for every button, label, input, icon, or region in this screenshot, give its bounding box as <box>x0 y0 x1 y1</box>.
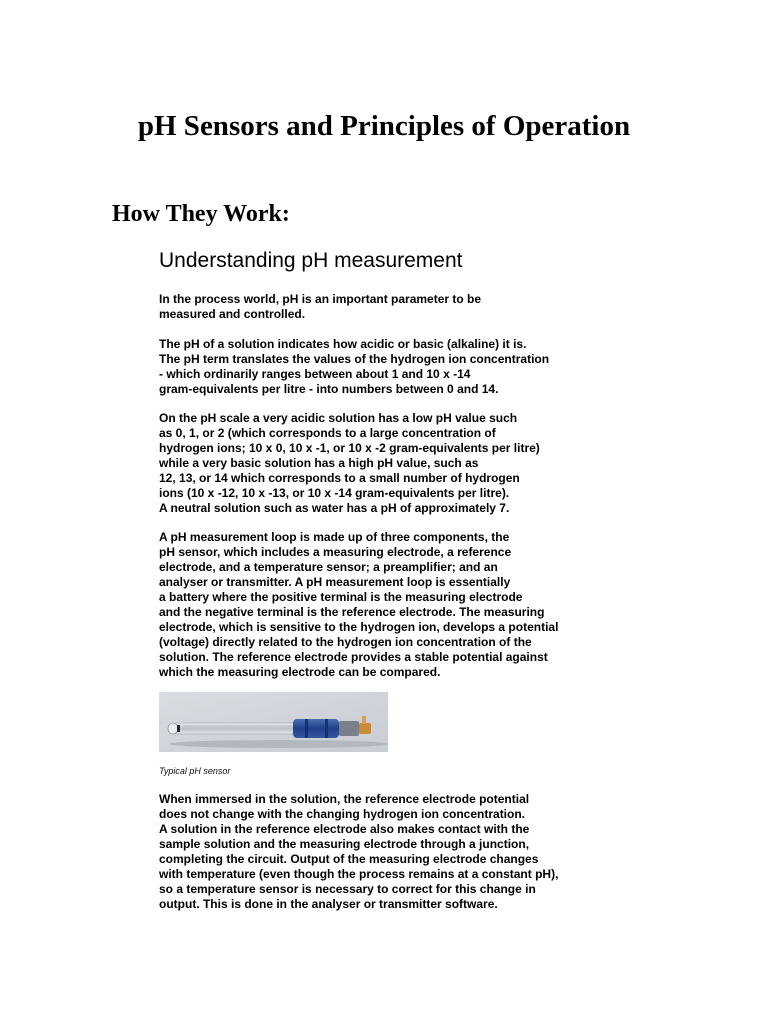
document-title: pH Sensors and Principles of Operation <box>137 110 631 142</box>
figure-caption: Typical pH sensor <box>159 766 231 776</box>
section-heading: How They Work: <box>112 201 290 227</box>
sensor-housing-groove <box>305 719 308 738</box>
text-line: sample solution and the measuring electrode through a junction, <box>159 837 530 851</box>
text-line: A pH measurement loop is made up of three components, the <box>159 530 510 544</box>
paragraph-ph-scale <box>159 411 540 516</box>
text-line: electrode, and a temperature sensor; a preamplifier; and an <box>159 560 498 574</box>
text-line: solution. The reference electrode provides a stable potential against <box>159 650 548 664</box>
text-line: while a very basic solution has a high pH value, such as <box>159 456 479 470</box>
sensor-housing-groove <box>325 719 328 738</box>
sensor-tip-ring <box>177 725 180 732</box>
text-line: as 0, 1, or 2 (which corresponds to a large concentration of <box>159 426 496 440</box>
text-line: analyser or transmitter. A pH measurement loop is essentially <box>159 575 511 589</box>
paragraph-measurement-loop <box>159 530 558 680</box>
text-line: The pH term translates the values of the hydrogen ion concentration <box>159 352 550 366</box>
text-line: with temperature (even though the process remains at a constant pH), <box>159 867 559 881</box>
sensor-connector <box>339 721 359 736</box>
text-line: which the measuring electrode can be compared. <box>159 665 441 679</box>
sensor-connector-pin <box>362 716 366 724</box>
text-line: A neutral solution such as water has a pH of approximately 7. <box>159 501 510 515</box>
text-line: hydrogen ions; 10 x 0, 10 x -1, or 10 x -2 gram-equivalents per litre) <box>159 441 540 455</box>
text-line: A solution in the reference electrode also makes contact with the <box>159 822 530 836</box>
text-line: completing the circuit. Output of the measuring electrode changes <box>159 852 539 866</box>
text-line: output. This is done in the analyser or transmitter software. <box>159 897 498 911</box>
sensor-tip <box>168 723 178 734</box>
text-line: In the process world, pH is an important parameter to be <box>159 292 482 306</box>
text-line: electrode, which is sensitive to the hydrogen ion, develops a potential <box>159 620 559 634</box>
subheading: Understanding pH measurement <box>159 249 463 272</box>
sensor-connector-cap <box>359 723 371 734</box>
sensor-shadow <box>169 740 388 748</box>
text-line: and the negative terminal is the reference electrode. The measuring <box>159 605 545 619</box>
text-line: ions (10 x -12, 10 x -13, or 10 x -14 gram-equivalents per litre). <box>159 486 510 500</box>
sensor-blue-housing <box>293 719 339 738</box>
paragraph-reference-electrode <box>159 792 558 912</box>
text-line: On the pH scale a very acidic solution has a low pH value such <box>159 411 518 425</box>
paragraph-ph-definition <box>159 337 549 397</box>
text-line: The pH of a solution indicates how acidic or basic (alkaline) it is. <box>159 337 527 351</box>
text-line: (voltage) directly related to the hydrogen ion concentration of the <box>159 635 532 649</box>
sensor-glass-body <box>173 723 295 734</box>
text-line: a battery where the positive terminal is the measuring electrode <box>159 590 523 604</box>
text-line: gram-equivalents per litre - into numbers between 0 and 14. <box>159 382 499 396</box>
text-line: measured and controlled. <box>159 307 306 321</box>
text-line: 12, 13, or 14 which corresponds to a small number of hydrogen <box>159 471 520 485</box>
text-line: - which ordinarily ranges between about 1 and 10 x -14 <box>159 367 471 381</box>
ph-sensor-image <box>159 692 388 752</box>
text-line: When immersed in the solution, the reference electrode potential <box>159 792 530 806</box>
text-line: so a temperature sensor is necessary to correct for this change in <box>159 882 536 896</box>
paragraph-intro <box>159 292 481 322</box>
text-line: pH sensor, which includes a measuring electrode, a reference <box>159 545 512 559</box>
text-line: does not change with the changing hydrogen ion concentration. <box>159 807 526 821</box>
